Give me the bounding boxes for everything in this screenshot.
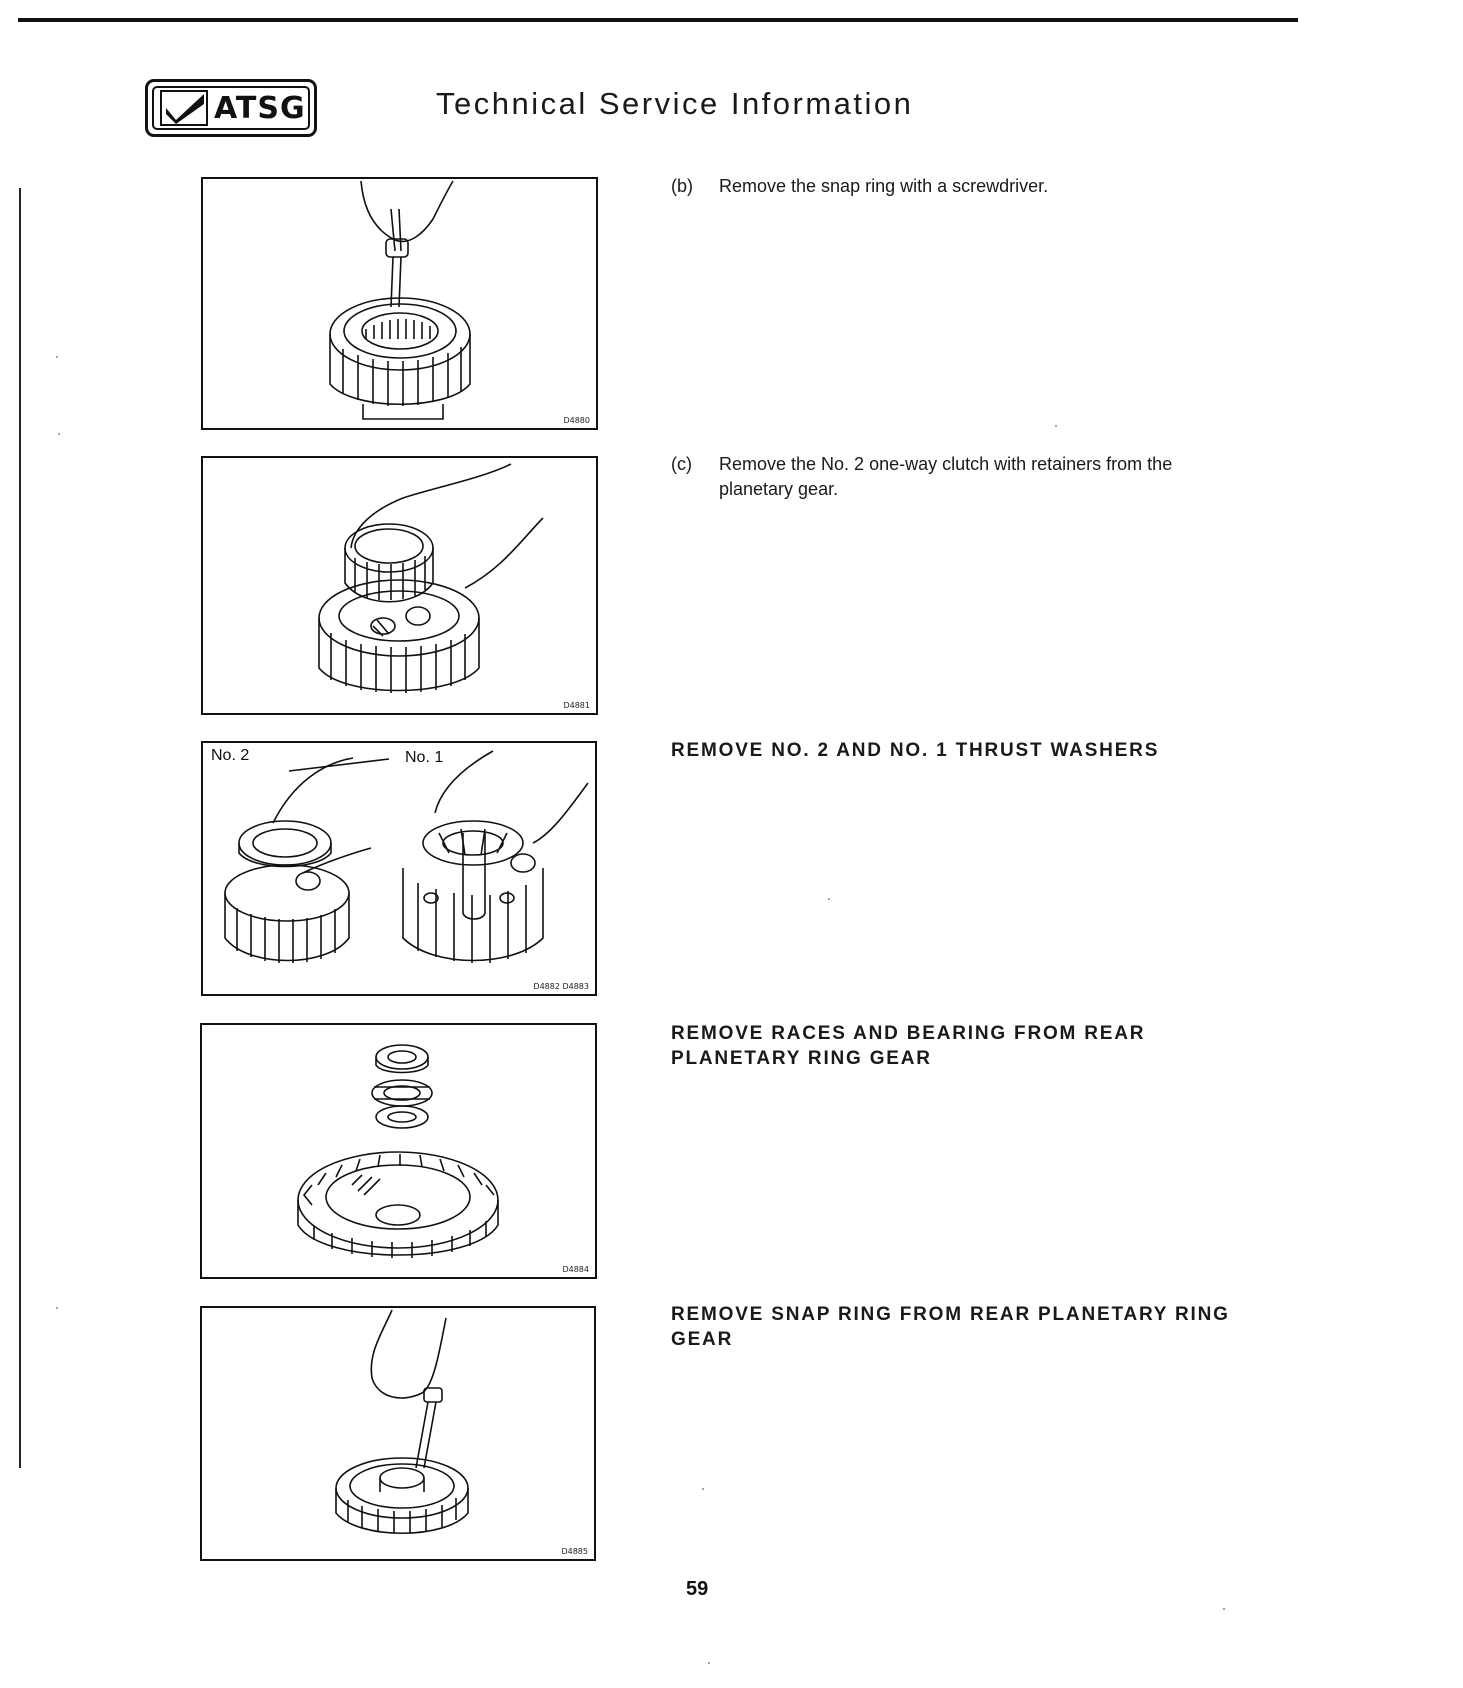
rear-ring-gear-snap-ring-illustration [202, 1308, 594, 1559]
figure-one-way-clutch [201, 456, 598, 715]
thrust-washers-illustration [203, 743, 595, 994]
atsg-logo [145, 79, 317, 137]
label-no-1: No. 1 [405, 749, 444, 766]
figure-thrust-washers [201, 741, 597, 996]
figure-snap-ring-screwdriver [201, 177, 598, 430]
step-marker: (b) [671, 176, 693, 196]
figure-code: D4885 [561, 1547, 588, 1556]
figure-snap-ring-rear-gear [200, 1306, 596, 1561]
logo-text: ATSG [214, 90, 306, 126]
one-way-clutch-removal-illustration [203, 458, 596, 713]
scan-speck [56, 1307, 58, 1309]
page-title: Technical Service Information [436, 86, 914, 121]
races-bearing-ring-gear-illustration [202, 1025, 595, 1277]
step-c [671, 452, 1231, 502]
heading-snap-ring: REMOVE SNAP RING FROM REAR PLANETARY RING GEAR [671, 1304, 1230, 1350]
page-number: 59 [686, 1578, 709, 1600]
figure-code: D4884 [562, 1265, 589, 1274]
scan-speck [828, 898, 830, 900]
step-b [671, 174, 1231, 199]
figure-code: D4882 D4883 [533, 982, 589, 991]
label-no-2: No. 2 [211, 747, 250, 764]
figure-races-bearing [200, 1023, 597, 1279]
scan-speck [1223, 1608, 1225, 1610]
scan-speck [58, 433, 60, 435]
figure-code: D4881 [563, 701, 590, 710]
figure-code: D4880 [563, 416, 590, 425]
planetary-gear-screwdriver-illustration [203, 179, 596, 428]
scan-speck [702, 1488, 704, 1490]
binding-rule [19, 188, 21, 1468]
scan-speck [1055, 425, 1057, 427]
step-marker: (c) [671, 454, 692, 474]
step-text: Remove the snap ring with a screwdriver. [719, 176, 1049, 196]
top-rule [18, 18, 1298, 22]
heading-thrust-washers: REMOVE NO. 2 AND NO. 1 THRUST WASHERS [671, 740, 1160, 761]
scan-speck [56, 356, 58, 358]
check-mark-icon [160, 90, 208, 126]
step-text: Remove the No. 2 one-way clutch with retainers from the planetary gear. [719, 454, 1173, 499]
scan-speck [708, 1662, 710, 1664]
heading-races-bearing: REMOVE RACES AND BEARING FROM REAR PLANETARY RING GEAR [671, 1023, 1146, 1069]
